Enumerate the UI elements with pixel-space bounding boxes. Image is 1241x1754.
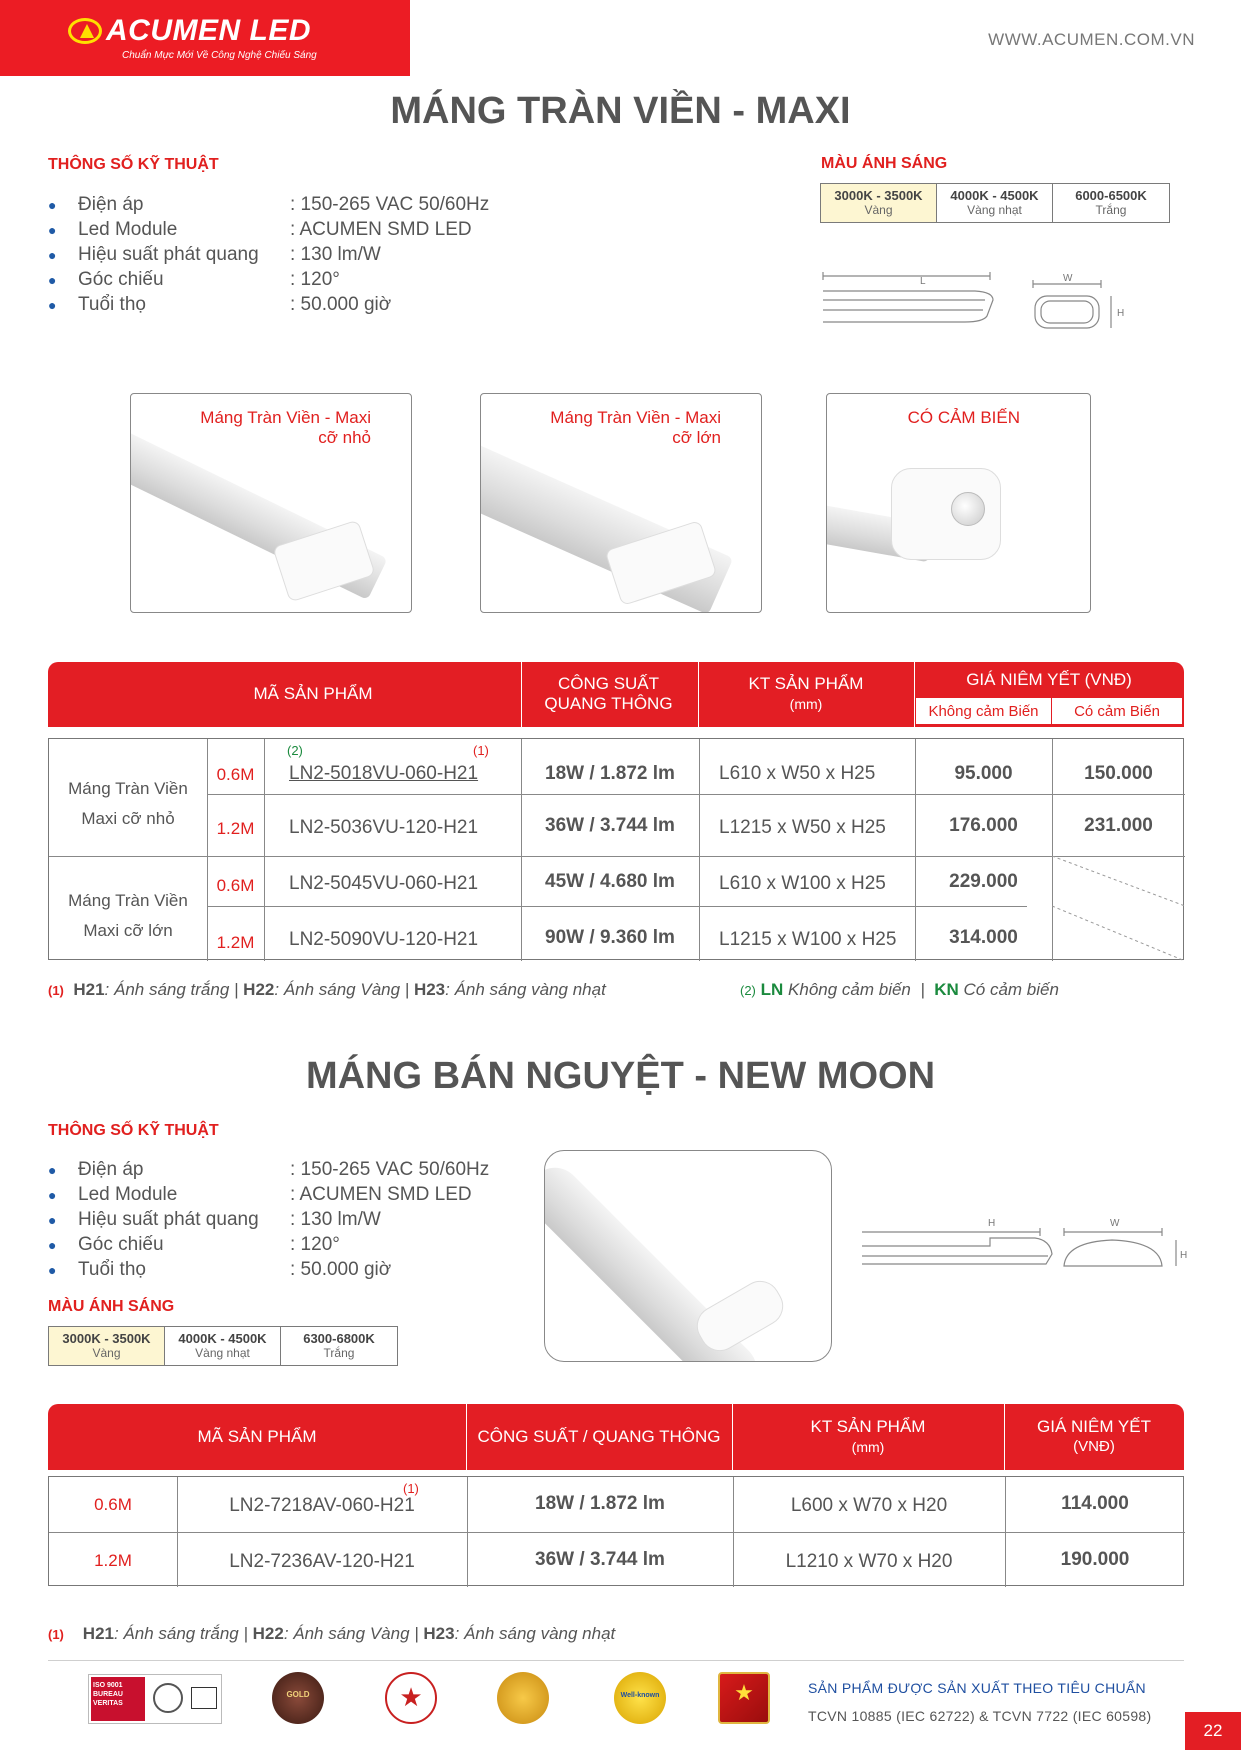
nm-row1-power: 18W / 1.872 lm — [535, 1493, 665, 1514]
maxi-spec-heading: THÔNG SỐ KỸ THUẬT — [48, 156, 219, 173]
nm-row1-price: 114.000 — [1061, 1493, 1129, 1514]
newmoon-color-heading: MÀU ÁNH SÁNG — [48, 1298, 175, 1315]
standard-text-1: SẢN PHẨM ĐƯỢC SẢN XUẤT THEO TIÊU CHUẨN — [808, 1680, 1146, 1696]
row4-length: 1.2M — [216, 933, 255, 952]
maxi-color-table — [820, 183, 1170, 223]
maxi-note-2: (2) LN Không cảm biến | KN Có cảm biến — [740, 980, 1059, 999]
photo-maxi-small: Máng Tràn Viền - Maxi cỡ nhỏ — [130, 393, 412, 613]
color-neutral: 4000K - 4500K Vàng nhạt — [937, 184, 1053, 222]
footer-divider — [48, 1660, 1184, 1661]
sensor-icon — [951, 492, 985, 526]
row4-code: LN2-5090VU-120-H21 — [289, 929, 479, 950]
header-price-sensor: Có cảm Biến — [1074, 703, 1160, 720]
newmoon-title: MÁNG BÁN NGUYỆT - NEW MOON — [305, 1055, 936, 1097]
well-known-badge: Well-known — [614, 1672, 666, 1724]
row1-length: 0.6M — [216, 765, 255, 784]
header-power: CÔNG SUẤT QUANG THÔNG — [544, 674, 673, 713]
photo-maxi-large: Máng Tràn Viền - Maxi cỡ lớn — [480, 393, 762, 613]
no-sensor-option-hatch — [1052, 856, 1185, 961]
spec-row: ● Led Module : ACUMEN SMD LED — [48, 1183, 472, 1205]
dim-h2-label: H — [1180, 1250, 1188, 1261]
dim-w-label: W — [1110, 1218, 1120, 1229]
star-award-badge: ★ — [385, 1672, 437, 1724]
code-suffix-mark: (1) — [403, 1481, 419, 1496]
header-size: KT SẢN PHẨM (mm) — [810, 1417, 926, 1455]
spec-row: ● Hiệu suất phát quang : 130 lm/W — [48, 1208, 381, 1230]
nm-row2-size: L1210 x W70 x H20 — [785, 1551, 953, 1572]
header-code: MÃ SẢN PHẨM — [197, 1427, 317, 1446]
color-warm: 3000K - 3500K Vàng — [49, 1327, 165, 1365]
brand-award-badge — [497, 1672, 549, 1724]
newmoon-table-header — [48, 1404, 1184, 1470]
nm-row2-price: 190.000 — [1060, 1549, 1130, 1570]
dim-h-label: H — [988, 1218, 996, 1229]
photo-sensor: CÓ CẢM BIẾN — [826, 393, 1091, 613]
spec-row: ● Led Module : ACUMEN SMD LED — [48, 218, 472, 240]
row4-size: L1215 x W100 x H25 — [719, 929, 897, 950]
spec-row: ● Điện áp : 150-265 VAC 50/60Hz — [48, 193, 490, 215]
nm-row1-length: 0.6M — [94, 1495, 132, 1514]
maxi-color-heading: MÀU ÁNH SÁNG — [821, 155, 948, 172]
row1-power: 18W / 1.872 lm — [545, 763, 675, 784]
nm-row1-size: L600 x W70 x H20 — [790, 1495, 948, 1516]
group-maxi-large: Máng Tràn Viền Maxi cỡ lớn — [68, 891, 188, 940]
row3-code: LN2-5045VU-060-H21 — [289, 873, 479, 894]
maxi-dimension-drawing — [815, 266, 1135, 346]
header-size: KT SẢN PHẨM (mm) — [748, 674, 864, 712]
row4-power: 90W / 9.360 lm — [545, 927, 675, 948]
row3-power: 45W / 4.680 lm — [545, 871, 675, 892]
group-maxi-small: Máng Tràn Viền Maxi cỡ nhỏ — [68, 779, 188, 828]
dim-h-label: H — [1117, 308, 1125, 319]
maxi-spec-list — [48, 192, 518, 317]
header-power: CÔNG SUẤT / QUANG THÔNG — [477, 1427, 721, 1446]
row2-power: 36W / 3.744 lm — [545, 815, 675, 836]
newmoon-note-1: (1) H21: Ánh sáng trắng | H22: Ánh sáng Vàng | H23: Ánh sáng vàng nhạt — [48, 1624, 616, 1643]
header-price: GIÁ NIÊM YẾT (VNĐ) — [1037, 1417, 1151, 1455]
maxi-note-1: (1) H21: Ánh sáng trắng | H22: Ánh sáng Vàng | H23: Ánh sáng vàng nhạt — [48, 980, 606, 999]
spec-row: ● Tuổi thọ : 50.000 giờ — [48, 293, 392, 315]
spec-row: ● Hiệu suất phát quang : 130 lm/W — [48, 243, 381, 265]
row1-size: L610 x W50 x H25 — [719, 763, 876, 784]
spec-row: ● Góc chiếu : 120° — [48, 1233, 340, 1255]
row3-price-no-sensor: 229.000 — [949, 871, 1018, 892]
code-prefix-mark: (2) — [287, 743, 303, 758]
maxi-table-header — [48, 662, 1184, 727]
nm-row2-code: LN2-7236AV-120-H21 — [229, 1551, 415, 1572]
photo-newmoon — [544, 1150, 832, 1362]
standard-text-2: TCVN 10885 (IEC 62722) & TCVN 7722 (IEC 60598) — [808, 1708, 1152, 1724]
dim-w-label: W — [1063, 273, 1073, 284]
row2-price-sensor: 231.000 — [1084, 815, 1153, 836]
newmoon-spec-heading: THÔNG SỐ KỸ THUẬT — [48, 1122, 219, 1139]
page-number: 22 — [1185, 1712, 1241, 1750]
dim-l-label: L — [920, 276, 926, 287]
row2-code: LN2-5036VU-120-H21 — [289, 817, 479, 838]
nm-row2-length: 1.2M — [94, 1551, 132, 1570]
vietnam-high-quality-badge: ★ — [718, 1672, 770, 1724]
row2-size: L1215 x W50 x H25 — [719, 817, 886, 838]
website-link[interactable]: WWW.ACUMEN.COM.VN — [988, 30, 1195, 49]
header-code: MÃ SẢN PHẨM — [253, 684, 373, 703]
nm-row1-code: LN2-7218AV-060-H21 — [229, 1495, 415, 1516]
row2-price-no-sensor: 176.000 — [949, 815, 1018, 836]
gold-award-badge: GOLD — [272, 1672, 324, 1724]
row3-length: 0.6M — [216, 876, 255, 895]
maxi-table-body — [48, 738, 1184, 960]
newmoon-color-table — [48, 1326, 398, 1366]
color-neutral: 4000K - 4500K Vàng nhạt — [165, 1327, 281, 1365]
header-price-no-sensor: Không cảm Biến — [928, 703, 1039, 720]
row1-price-no-sensor: 95.000 — [954, 763, 1013, 784]
code-suffix-mark: (1) — [473, 743, 489, 758]
newmoon-table-body — [48, 1476, 1184, 1586]
maxi-title: MÁNG TRÀN VIỀN - MAXI — [390, 90, 851, 132]
row2-length: 1.2M — [216, 819, 255, 838]
header-price: GIÁ NIÊM YẾT (VNĐ) — [966, 670, 1132, 689]
color-warm: 3000K - 3500K Vàng — [821, 184, 937, 222]
brand-tagline: Chuẩn Mực Mới Về Công Nghệ Chiếu Sáng — [122, 50, 317, 61]
spec-row: ● Góc chiếu : 120° — [48, 268, 340, 290]
newmoon-dimension-drawing — [860, 1212, 1200, 1292]
newmoon-spec-list — [48, 1157, 518, 1282]
iso-certificate-badge: ISO 9001 BUREAU VERITAS — [88, 1674, 222, 1724]
brand-name: ACUMEN LED — [106, 14, 312, 47]
acumen-logo-icon — [68, 18, 102, 44]
row1-code: LN2-5018VU-060-H21 — [289, 763, 479, 784]
row1-price-sensor: 150.000 — [1084, 763, 1153, 784]
spec-row: ● Tuổi thọ : 50.000 giờ — [48, 1258, 392, 1280]
color-white: 6000-6500K Trắng — [1075, 188, 1147, 217]
row4-price-no-sensor: 314.000 — [949, 927, 1018, 948]
row3-size: L610 x W100 x H25 — [719, 873, 886, 894]
color-white: 6300-6800K Trắng — [303, 1331, 375, 1360]
spec-row: ● Điện áp : 150-265 VAC 50/60Hz — [48, 1158, 490, 1180]
nm-row2-power: 36W / 3.744 lm — [535, 1549, 665, 1570]
